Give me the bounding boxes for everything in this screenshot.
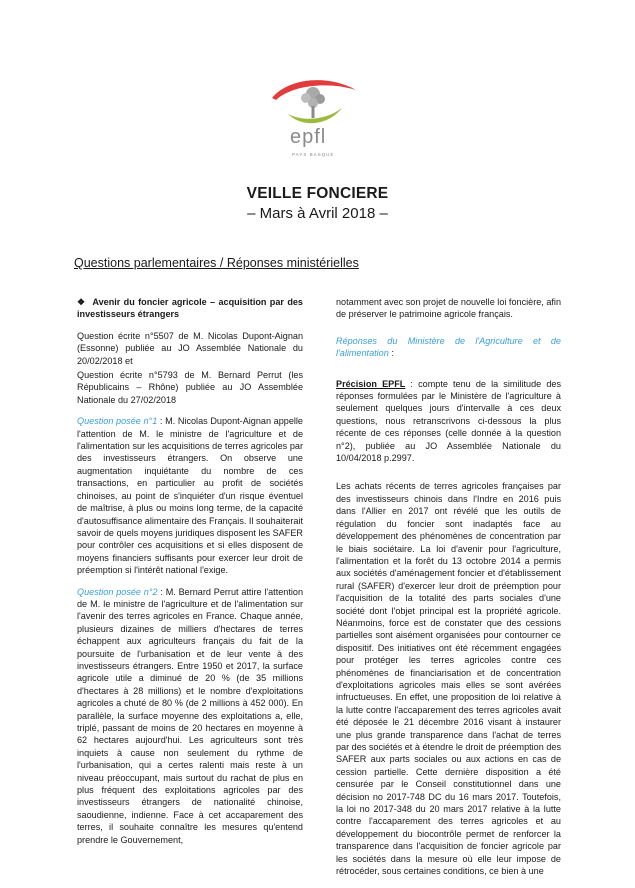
- topic-heading-text: Avenir du foncier agricole – acquisition par des investisseurs étrangers: [77, 297, 303, 320]
- question-2-label: Question posée n°2: [77, 586, 158, 597]
- question-2-continuation: notamment avec son projet de nouvelle loi foncière, afin de préserver le patrimoine agricole français.: [336, 297, 561, 320]
- reponses-heading-colon: :: [388, 348, 394, 359]
- section-heading: Questions parlementaires / Réponses ministérielles: [74, 256, 359, 270]
- precision-label: Précision EPFL: [336, 378, 406, 389]
- topic-heading: [77, 296, 303, 321]
- diamond-bullet-icon: ❖: [77, 297, 86, 307]
- precision-text: : compte tenu de la similitude des réponses formulées par le Ministère de l'agriculture à seulement quelques jours d'intervalle à ces deux questions, nous retranscrivons ci-dessous la plus récente de ces réponses (celle donnée à la question n°2), publiée au JO Assemblée Nationale du 10/04/2018 p.2997.: [336, 378, 561, 464]
- question-1-label: Question posée n°1: [77, 416, 158, 427]
- document-title: VEILLE FONCIERE: [246, 185, 389, 202]
- logo-text: epfl: [290, 126, 327, 148]
- question-2-text: : M. Bernard Perrut attire l'attention de M. le ministre de l'agriculture et de l'alimentation sur l'avenir des terres agricoles en France. Chaque année, plusieurs dizaines de milliers d'hectares de terres échappent aux agriculteurs français du fait de la poursuite de l'urbanisation et de leur vente à des investisseurs étrangers. Entre 1950 et 2017, la surface agricole utile a diminué de 20 % (de 35 millions d'hectares à 28 millions) et le nombre d'exploitations agricoles a chuté de 80 % (de 2 millions à 452 000). En parallèle, la surface moyenne des exploitations a, elle, triplé, passant de moins de 20 hectares en moyenne à 62 hectares aujourd'hui. Les agriculteurs sont très inquiets à cause non seulement du rythme de l'urbanisation, qui a certes ralenti mais reste à un niveau préoccupant, mais surtout du rachat de plus en plus fréquent des exploitations agricoles par des investisseurs étrangers de nationalité chinoise, saoudienne, indienne. Face à cet accaparement des terres, il souhaite connaître les mesures qu'entend prendre le Gouvernement,: [77, 586, 303, 845]
- question-reference-1: Question écrite n°5507 de M. Nicolas Dupont-Aignan (Essonne) publiée au JO Assemblée Nationale du 20/02/2018 et: [77, 330, 303, 366]
- epfl-logo: [268, 68, 358, 168]
- reponses-heading-text: Réponses du Ministère de l'Agriculture et de l'alimentation: [336, 335, 561, 359]
- left-column: [77, 296, 303, 855]
- question-reference-2: Question écrite n°5793 de M. Bernard Perrut (les Républicains – Rhône) publiée au JO Assemblée Nationale du 27/02/2018: [77, 370, 303, 405]
- reponses-heading: [336, 335, 561, 360]
- logo-subtext: PAYS BASQUE: [292, 152, 335, 157]
- right-column: [336, 296, 561, 886]
- question-1: [77, 415, 303, 576]
- question-1-text: : M. Nicolas Dupont-Aignan appelle l'attention de M. le ministre de l'agriculture et de l'alimentation sur les acquisitions de terres agricoles par des investisseurs étrangers. On observe une augmentation inquiétante du nombre de ces transactions, en particulier au profit de sociétés chinoises, au point de s'inquiéter d'un risque éventuel de maîtrise, à plus ou moins long terme, de la capacité d'autosuffisance alimentaire des Français. Il souhaiterait savoir de quels moyens juridiques disposent les SAFER pour contrôler ces acquisitions et si elles disposent de moyens financiers suffisants pour exercer leur droit de préemption si l'intérêt national l'exige.: [77, 416, 304, 576]
- precision-paragraph: [336, 378, 561, 465]
- document-subtitle: – Mars à Avril 2018 –: [247, 205, 388, 222]
- response-body: Les achats récents de terres agricoles françaises par des investisseurs chinois dans l'Indre en 2016 puis dans l'Allier en 2017 ont révélé que les outils de régulation du foncier sont inadaptés face au développement des phénomènes de concentration par le biais sociétaire. La loi d'avenir pour l'agriculture, l'alimentation et la forêt du 13 octobre 2014 a permis aux sociétés d'aménagement foncier et d'établissement rural (SAFER) d'exercer leur droit de préemption pour l'acquisition de la totalité des parts sociales d'une société dont l'objet principal est la propriété agricole. Néanmoins, force est de constater que des cessions partielles sont aisément organisées pour contourner ce dispositif. Des initiatives ont été récemment engagées pour protéger les terres agricoles contre ces phénomènes de financiarisation et de concentration d'exploitations agricoles mais elles se sont avérées infructueuses. En effet, une proposition de loi relative à la lutte contre l'accaparement des terres agricoles avait été déposée le 21 décembre 2016 visant à instaurer une plus grande transparence dans l'achat de terres par des sociétés et à étendre le droit de préemption des SAFER aux parts sociales ou aux actions en cas de cession partielle. Cette dernière disposition a été censurée par le Conseil constitutionnel dans une décision no 2017-748 DC du 16 mars 2017. Toutefois, la loi no 2017-348 du 20 mars 2017 relative à la lutte contre l'accaparement des terres agricoles et au développement du biocontrôle permet de renforcer la transparence dans l'acquisition de foncier agricole par les sociétés dans la mesure où elle leur impose de rétrocéder, sous certaines conditions, ce bien à une: [336, 481, 561, 877]
- question-2: [77, 586, 303, 847]
